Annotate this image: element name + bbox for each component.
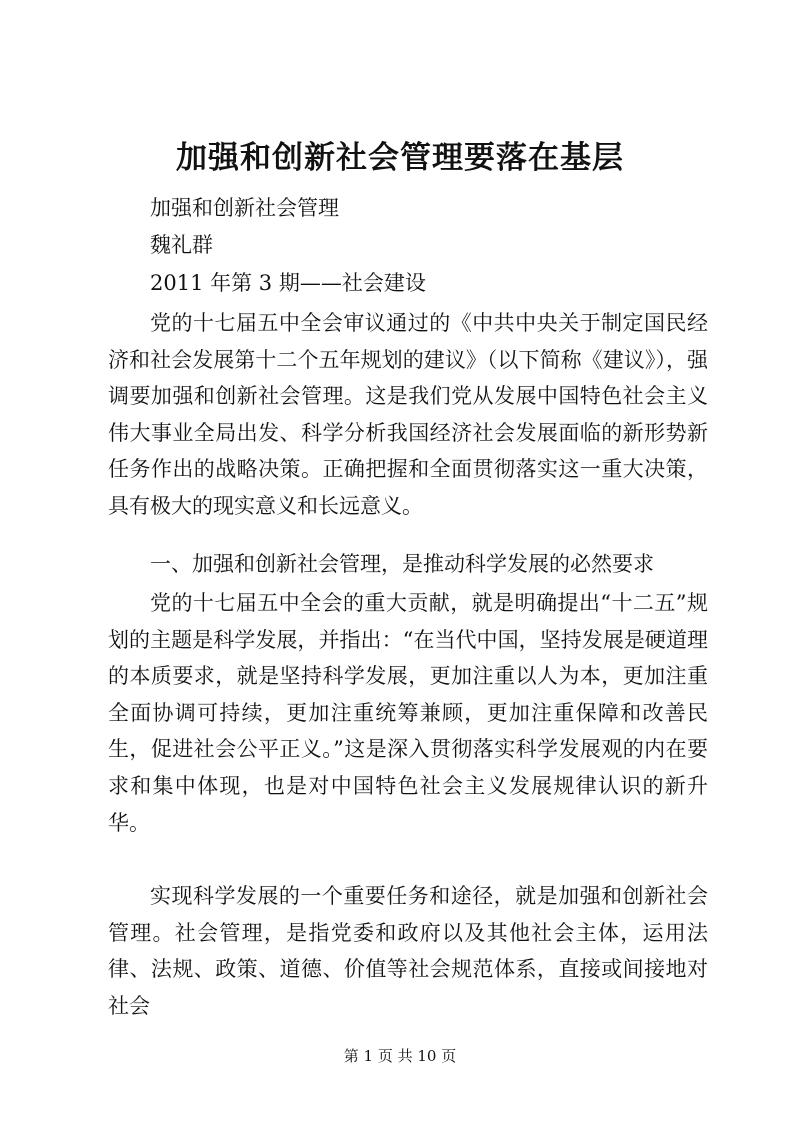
document-author: 魏礼群 [150,233,213,257]
page-number: 第 1 页 共 10 页 [343,1047,457,1065]
paragraph-section-1: 党的十七届五中全会的重大贡献，就是明确提出“十二五”规划的主题是科学发展，并指出：“在当代中国，坚持发展是硬道理的本质要求，就是坚持科学发展，更加注重以人为本，更加注重全面协调可持续，更加注重统筹兼顾，更加注重保障和改善民生，促进社会公平正义。”这是深入贯彻落实科学发展观的内在要求和集中体现，也是对中国特色社会主义发展规律认识的新升华。 [108,591,708,835]
paragraph-intro: 党的十七届五中全会审议通过的《中共中央关于制定国民经济和社会发展第十二个五年规划的建议》（以下简称《建议》），强调要加强和创新社会管理。这是我们党从发展中国特色社会主义伟大事业全局出发、科学分析我国经济社会发展面临的新形势新任务作出的战略决策。正确把握和全面贯彻落实这一重大决策，具有极大的现实意义和长远意义。 [108,311,708,518]
section-heading: 一、加强和创新社会管理，是推动科学发展的必然要求 [150,552,654,576]
document-title: 加强和创新社会管理要落在基层 [176,140,624,176]
paragraph-section-2: 实现科学发展的一个重要任务和途径，就是加强和创新社会管理。社会管理，是指党委和政府以及其他社会主体，运用法律、法规、政策、道德、价值等社会规范体系，直接或间接地对社会 [108,884,708,1018]
document-source: 2011 年第 3 期——社会建设 [150,271,426,295]
document-subtitle: 加强和创新社会管理 [150,196,339,220]
